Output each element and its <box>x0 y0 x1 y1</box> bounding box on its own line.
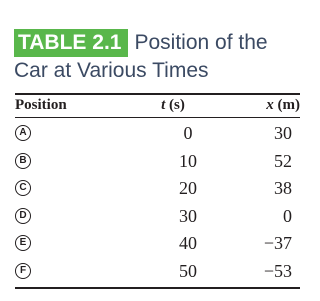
table-row <box>15 258 300 286</box>
column-header-position: Position <box>15 97 67 113</box>
position-badge: B <box>15 153 31 169</box>
position-value-cell: −37 <box>263 233 292 254</box>
bottom-rule <box>15 287 300 289</box>
position-badge: F <box>15 263 31 279</box>
top-rule <box>15 93 300 95</box>
position-value-cell: 52 <box>274 150 292 171</box>
time-cell: 20 <box>179 178 197 199</box>
table-row <box>15 230 300 258</box>
position-value-cell: −53 <box>263 260 292 281</box>
time-cell: 40 <box>179 233 197 254</box>
column-header-time <box>157 96 189 114</box>
time-cell: 0 <box>183 123 193 143</box>
position-badge: C <box>15 180 31 196</box>
position-badge: E <box>15 235 31 251</box>
position-value-cell: 30 <box>274 123 292 143</box>
table-number-tag: TABLE 2.1 <box>14 29 128 57</box>
time-cell: 10 <box>179 150 197 171</box>
table-row <box>15 203 300 231</box>
table-caption <box>14 29 299 85</box>
position-value-cell: 0 <box>283 205 292 226</box>
time-cell: 50 <box>179 260 197 281</box>
table-row <box>15 120 300 148</box>
header-rule <box>15 117 300 118</box>
caption-line-2: Car at Various Times <box>14 59 209 82</box>
table-body <box>15 120 300 286</box>
position-value-cell: 38 <box>274 178 292 199</box>
time-symbol: t <box>161 97 166 113</box>
table-row <box>15 175 300 203</box>
table-row <box>15 148 300 176</box>
time-cell: 30 <box>179 205 197 226</box>
x-unit: (m) <box>273 97 300 113</box>
column-header-x <box>266 96 300 114</box>
position-badge: A <box>15 125 31 141</box>
position-badge: D <box>15 208 31 224</box>
time-unit: (s) <box>165 97 185 113</box>
caption-line-1 <box>14 29 299 57</box>
x-symbol: x <box>266 97 274 113</box>
caption-title-part-1: Position of the <box>134 31 268 54</box>
